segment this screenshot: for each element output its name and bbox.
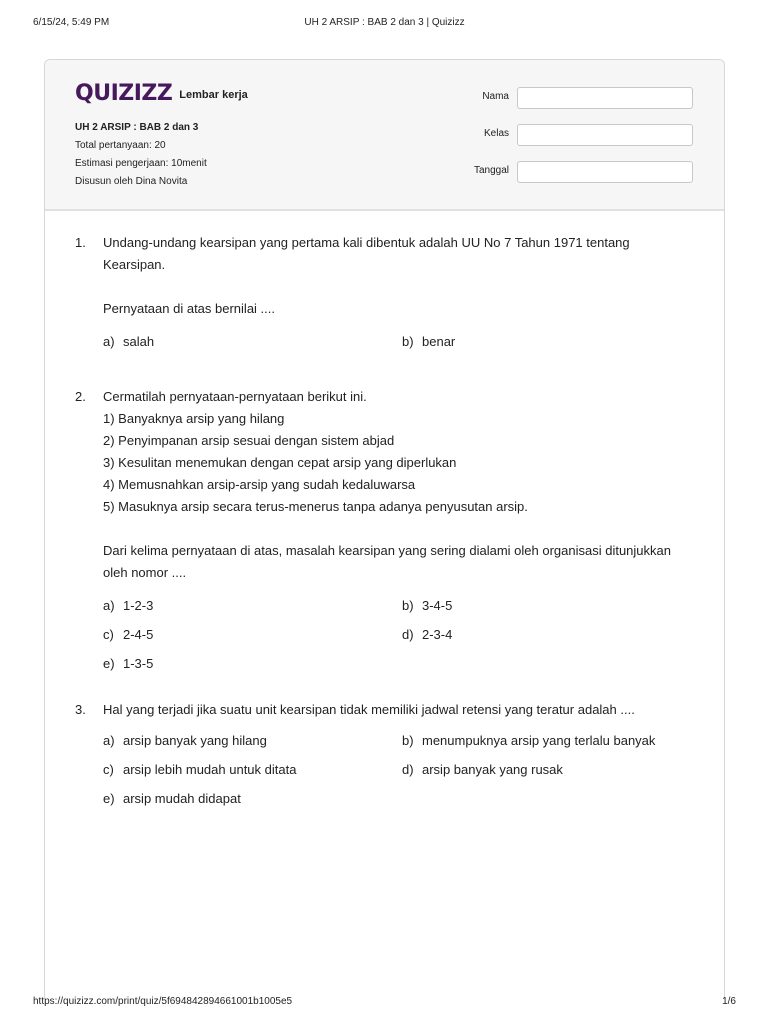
- total-questions: Total pertanyaan: 20: [75, 140, 166, 151]
- option-text: arsip banyak yang rusak: [422, 762, 563, 777]
- answer-option: [103, 334, 402, 363]
- date-field[interactable]: [517, 161, 693, 183]
- quiz-info: [75, 119, 207, 191]
- statement-item: 3) Kesulitan menemukan dengan cepat arsip yang diperlukan: [103, 455, 457, 470]
- author: Disusun oleh Dina Novita: [75, 176, 188, 187]
- class-field[interactable]: [517, 124, 693, 146]
- option-letter: a): [103, 733, 115, 748]
- question-prompt: Dari kelima pernyataan di atas, masalah kearsipan yang sering dialami oleh organisasi ditunjukkan: [103, 543, 671, 558]
- option-letter: d): [402, 762, 414, 777]
- question-number: 3.: [75, 702, 86, 717]
- question-number: 2.: [75, 389, 86, 404]
- time-estimate: Estimasi pengerjaan: 10menit: [75, 158, 207, 169]
- answer-option: [103, 627, 402, 656]
- logo-subtitle: Lembar kerja: [179, 88, 248, 101]
- question-text: Undang-undang kearsipan yang pertama kali dibentuk adalah UU No 7 Tahun 1971 tentang: [103, 235, 630, 250]
- statement-item: 5) Masuknya arsip secara terus-menerus tanpa adanya penyusutan arsip.: [103, 499, 528, 514]
- option-text: arsip banyak yang hilang: [123, 733, 267, 748]
- date-label: Tanggal: [473, 165, 509, 176]
- option-letter: e): [103, 656, 115, 671]
- class-field-row: [445, 124, 695, 146]
- quiz-name: UH 2 ARSIP : BAB 2 dan 3: [75, 122, 199, 133]
- question-number: 1.: [75, 235, 86, 250]
- answer-option: [402, 733, 701, 762]
- answer-option: [103, 762, 402, 791]
- answer-option: [103, 656, 402, 685]
- print-header: [33, 17, 736, 31]
- page-url[interactable]: https://quizizz.com/print/quiz/5f6948428946610​01b1005e5: [33, 996, 293, 1007]
- option-text: 3-4-5: [422, 598, 453, 613]
- answer-option: [402, 762, 701, 791]
- option-text: 2-4-5: [123, 627, 154, 642]
- option-letter: a): [103, 598, 115, 613]
- question-list: [75, 232, 705, 820]
- answer-option: [402, 627, 701, 656]
- option-text: 2-3-4: [422, 627, 453, 642]
- option-letter: b): [402, 733, 414, 748]
- print-footer: [33, 996, 736, 1010]
- question-prompt: oleh nomor ....: [103, 565, 187, 580]
- worksheet-header: [45, 60, 724, 211]
- option-letter: b): [402, 598, 414, 613]
- option-letter: c): [103, 627, 114, 642]
- print-date: 6/15/24, 5:49 PM: [33, 17, 110, 28]
- question-prompt: Pernyataan di atas bernilai ....: [103, 301, 275, 316]
- page-number: 1/6: [722, 996, 736, 1007]
- question-text: Cermatilah pernyataan-pernyataan berikut ini.: [103, 389, 367, 404]
- answer-option: [103, 791, 402, 820]
- option-text: 1-2-3: [123, 598, 154, 613]
- answer-option: [103, 598, 402, 627]
- question: [75, 699, 705, 820]
- option-text: arsip mudah didapat: [123, 791, 241, 806]
- statement-item: 4) Memusnahkan arsip-arsip yang sudah kedaluwarsa: [103, 477, 416, 492]
- option-text: 1-3-5: [123, 656, 154, 671]
- answer-option: [402, 598, 701, 627]
- option-letter: b): [402, 334, 414, 349]
- answer-options: [103, 598, 705, 685]
- option-text: benar: [422, 334, 456, 349]
- option-letter: e): [103, 791, 115, 806]
- option-letter: c): [103, 762, 114, 777]
- statement-item: 1) Banyaknya arsip yang hilang: [103, 411, 285, 426]
- name-label: Nama: [482, 91, 509, 102]
- option-text: arsip lebih mudah untuk ditata: [123, 762, 297, 777]
- question-text: Hal yang terjadi jika suatu unit kearsipan tidak memiliki jadwal retensi yang teratur adalah ....: [103, 702, 635, 717]
- question: [75, 386, 705, 685]
- name-field-row: [445, 87, 695, 109]
- answer-options: [103, 334, 705, 363]
- answer-option: [402, 334, 701, 363]
- option-letter: a): [103, 334, 115, 349]
- print-title: UH 2 ARSIP : BAB 2 dan 3 | Quizizz: [304, 17, 465, 28]
- answer-option: [103, 733, 402, 762]
- statement-item: 2) Penyimpanan arsip sesuai dengan sistem abjad: [103, 433, 395, 448]
- option-text: menumpuknya arsip yang terlalu banyak: [422, 733, 656, 748]
- quizizz-logo: [75, 80, 248, 106]
- date-field-row: [445, 161, 695, 183]
- worksheet: [44, 59, 725, 999]
- option-text: salah: [123, 334, 155, 349]
- logo-text: QUIZIZZ: [75, 80, 173, 106]
- question: [75, 232, 705, 363]
- answer-options: [103, 733, 705, 820]
- option-letter: d): [402, 627, 414, 642]
- name-field[interactable]: [517, 87, 693, 109]
- question-text: Kearsipan.: [103, 257, 166, 272]
- class-label: Kelas: [483, 128, 509, 139]
